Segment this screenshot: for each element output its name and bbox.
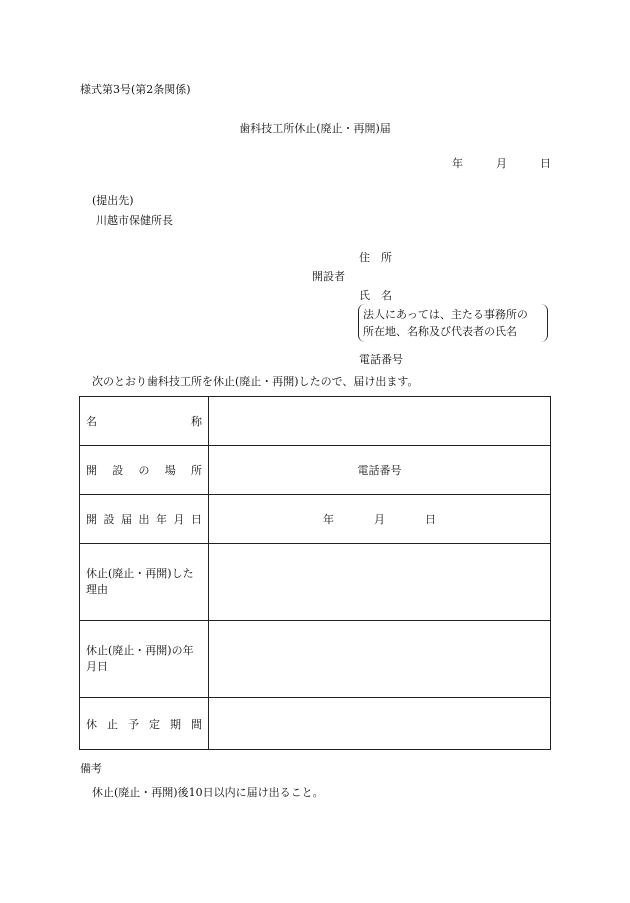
suspension-date-row-label	[80, 621, 209, 698]
label-char: 止	[107, 717, 118, 731]
intro-text: 次のとおり歯科技工所を休止(廃止・再開)したので、届け出ます。	[92, 375, 419, 388]
label-char: 出	[138, 513, 150, 526]
label-char: 月	[173, 513, 185, 526]
label-char: 開	[86, 464, 97, 477]
reason-row-label	[80, 544, 209, 621]
table-row-date	[80, 621, 551, 698]
corporation-note-line2: 所在地、名称及び代表者の氏名	[363, 325, 517, 338]
period-field[interactable]	[209, 698, 551, 750]
corporation-note-line1: 法人にあっては、主たる事務所の	[363, 308, 528, 321]
label-char: 場	[164, 464, 176, 477]
label-char: 期	[170, 717, 181, 731]
corporation-note	[358, 304, 548, 342]
remarks-label: 備考	[80, 762, 102, 775]
label-char: 開	[86, 513, 97, 526]
notice-date-field[interactable]	[209, 495, 551, 544]
date-month-label: 月	[496, 157, 507, 170]
reason-label-text: 休止(廃止・再開)した理由	[86, 567, 194, 596]
date-day-label: 日	[425, 513, 436, 526]
label-char: 予	[128, 717, 139, 731]
submission-target-label: (提出先)	[92, 194, 134, 207]
date-year-label: 年	[323, 513, 334, 526]
label-char: 所	[191, 464, 202, 477]
period-row-label	[80, 698, 209, 750]
label-char: の	[138, 464, 150, 477]
label-char: 日	[191, 513, 202, 526]
document-title: 歯科技工所休止(廃止・再開)届	[239, 122, 391, 135]
table-row-notice-date	[80, 495, 551, 544]
address-label: 住 所	[359, 251, 392, 264]
name-label: 氏 名	[359, 289, 392, 302]
table-row-name	[80, 397, 551, 446]
label-char: 休	[86, 717, 97, 731]
notification-table	[79, 396, 551, 750]
suspension-date-field[interactable]	[209, 621, 551, 698]
label-char: 称	[191, 415, 202, 428]
table-row-location	[80, 446, 551, 495]
table-row-reason	[80, 544, 551, 621]
label-char: 設	[112, 464, 124, 477]
label-char: 定	[149, 717, 160, 731]
submission-date	[452, 155, 551, 171]
name-row-label	[80, 397, 209, 446]
phone-label: 電話番号	[359, 353, 403, 366]
table-row-period	[80, 698, 551, 750]
location-phone-label: 電話番号	[357, 464, 402, 477]
form-number: 様式第3号(第2条関係)	[80, 83, 191, 96]
opener-label: 開設者	[312, 270, 345, 283]
submission-target: 川越市保健所長	[96, 214, 173, 227]
label-char: 設	[103, 513, 115, 526]
location-row-label	[80, 446, 209, 495]
date-day-label: 日	[540, 157, 551, 170]
location-field[interactable]	[209, 446, 551, 495]
notice-date-row-label	[80, 495, 209, 544]
label-char: 届	[121, 513, 132, 526]
remarks-text: 休止(廃止・再開)後10日以内に届け出ること。	[92, 786, 324, 799]
label-char: 名	[86, 415, 97, 428]
date-month-label: 月	[374, 513, 385, 526]
label-char: 間	[191, 717, 202, 731]
name-field[interactable]	[209, 397, 551, 446]
label-char: 年	[156, 513, 167, 526]
date-year-label: 年	[452, 157, 463, 170]
suspension-date-label-text: 休止(廃止・再開)の年月日	[86, 644, 194, 673]
reason-field[interactable]	[209, 544, 551, 621]
